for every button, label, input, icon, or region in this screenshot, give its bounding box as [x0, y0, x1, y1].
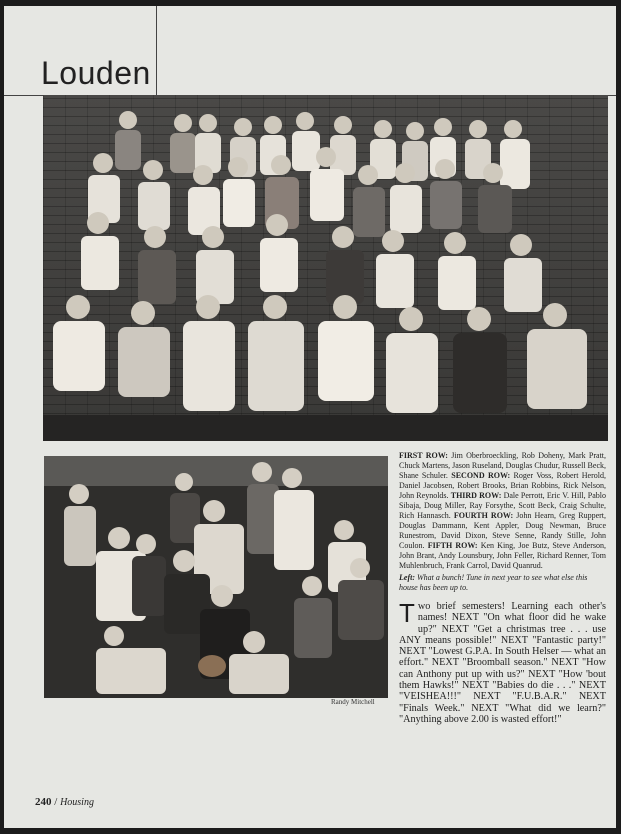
group-photo-figures — [43, 95, 608, 441]
caption-row-label: SECOND ROW: — [451, 471, 511, 480]
section-name: Housing — [60, 797, 94, 808]
left-photo-caption — [399, 573, 606, 593]
page-folio — [35, 796, 94, 808]
caption-row-label: FIFTH ROW: — [427, 541, 478, 550]
header-vertical-rule — [156, 6, 157, 95]
aside-label: Left: — [399, 573, 415, 582]
page-number: 240 — [35, 796, 52, 808]
photo-caption — [399, 451, 606, 571]
story-body: wo brief semesters! Learning each other's names! NEXT "On what floor did he wake up?" NEXT "Get a christmas tree . . . use ANY means possible!" NEXT "Fantastic party!" NEXT "Lowest G.P.A. In South Helser — what an effort." NEXT "Broomball season." NEXT "How can Anthony put up with us?" NEXT "How 'bout them Hawks!" NEXT "Babies do die . . ." NEXT "VEISHEA!!!" NEXT "F.U.B.A.R." NEXT "Finals Week." NEXT "What did we learn?" "Anything above 2.00 is wasted effort!" — [399, 601, 606, 725]
yearbook-page — [4, 6, 616, 828]
caption-row-names: John Hearn, Greg Ruppert, Douglas Dammann, Kent Appler, Doug Newman, Bruce Runestrom, David Dixon, Steve Senne, Randy Stille, John Coulon. — [399, 511, 607, 550]
caption-row-names: Roger Voss, Robert Herold, Daniel Jacobsen, Robert Brooks, Brian Robbins, Rick Nelson, John Reynolds. — [399, 471, 606, 500]
caption-row-names: Dale Perrott, Eric V. Hill, Pablo Sibaja, Doug Miller, Ray Forsythe, Scott Beck, Craig Schulte, Rich Hannasch. — [399, 491, 607, 520]
caption-row-label: FOURTH ROW: — [453, 511, 514, 520]
photo-credit: Randy Mitchell — [331, 698, 375, 706]
caption-row-names: Jim Oberbroeckling, Rob Doheny, Mark Pratt, Chuck Martens, Jason Ruseland, Douglas Chudur, Russell Beck, Shane Schuler. — [399, 451, 607, 480]
story-text — [399, 598, 606, 725]
page-title: Louden — [41, 55, 151, 91]
front-row-figures — [53, 295, 587, 413]
caption-row-names: Ken King, Joe Butz, Steve Anderson, John Brant, Andy Lounsbury, John Feller, Richard Renner, Tom Muhlenbruch, Frank Carrol, David Quanrud. — [399, 541, 607, 570]
caption-row-label: FIRST ROW: — [399, 451, 448, 460]
caption-row-label: THIRD ROW: — [450, 491, 502, 500]
folio-separator: / — [54, 796, 58, 808]
party-photo-figures — [44, 456, 388, 698]
drop-cap: T — [399, 598, 415, 628]
group-photo — [43, 95, 608, 441]
aside-text: What a bunch! Tune in next year to see what else this house has been up to. — [399, 573, 588, 592]
party-photo — [44, 456, 388, 698]
